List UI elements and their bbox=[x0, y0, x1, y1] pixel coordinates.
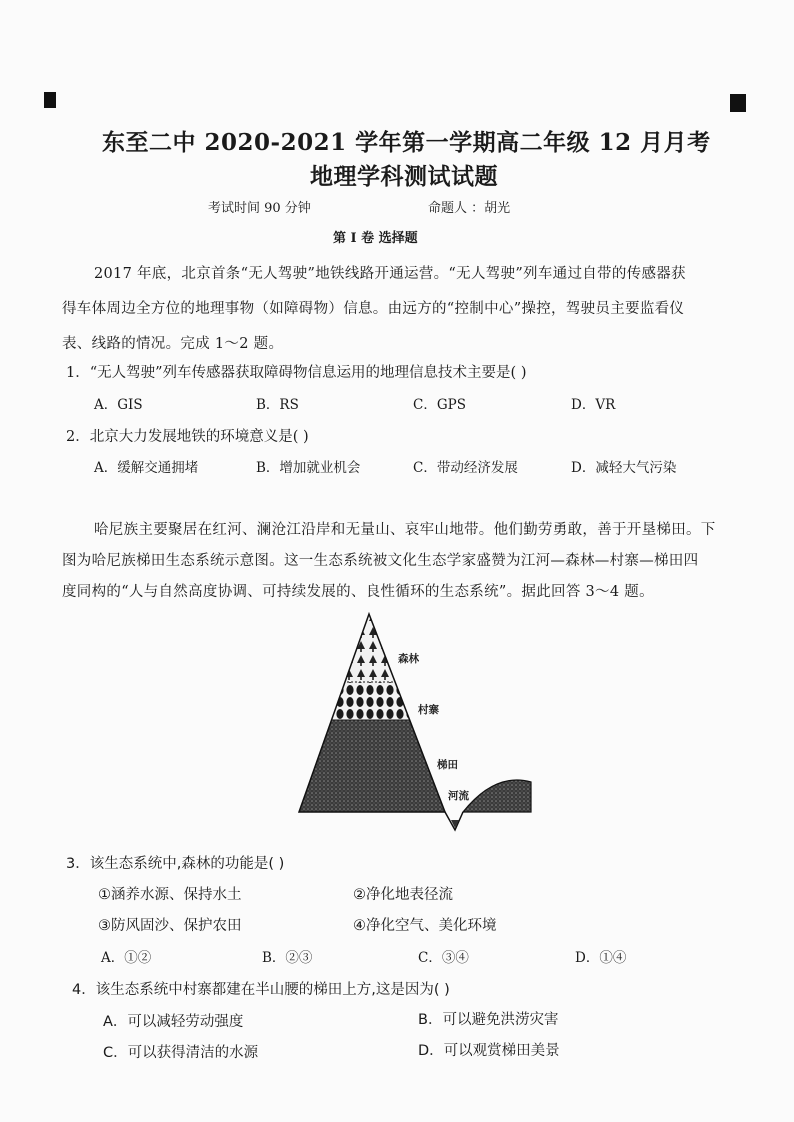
question-2-option-b: B．增加就业机会 bbox=[256, 460, 361, 476]
registration-mark-right bbox=[730, 94, 746, 112]
question-4-stem: 4．该生态系统中村寨都建在半山腰的梯田上方,这是因为( ) bbox=[72, 982, 450, 998]
question-3-option-c: C．③④ bbox=[418, 950, 469, 966]
question-3-item-4: ④净化空气、美化环境 bbox=[353, 918, 497, 934]
exam-time: 考试时间 90 分钟 bbox=[208, 201, 311, 216]
question-2-option-a: A．缓解交通拥堵 bbox=[94, 460, 199, 476]
passage2-line1: 哈尼族主要聚居在红河、澜沧江沿岸和无量山、哀牢山地带。他们勤劳勇敢，善于开垦梯田。下 bbox=[94, 522, 716, 538]
question-1-stem: 1．“无人驾驶”列车传感器获取障碍物信息运用的地理信息技术主要是( ) bbox=[66, 365, 527, 381]
question-3-item-2: ②净化地表径流 bbox=[353, 887, 453, 903]
question-4-option-b: B．可以避免洪涝灾害 bbox=[418, 1012, 559, 1028]
question-3-stem: 3．该生态系统中,森林的功能是( ) bbox=[66, 856, 285, 872]
right-hill bbox=[463, 780, 531, 812]
passage1-line3: 表、线路的情况。完成 1～2 题。 bbox=[62, 336, 284, 352]
figure-label-village: 村寨 bbox=[418, 704, 439, 716]
figure-label-river: 河流 bbox=[448, 790, 469, 802]
question-3-item-3: ③防风固沙、保护农田 bbox=[98, 918, 242, 934]
section-heading: 第 I 卷 选择题 bbox=[333, 231, 418, 246]
question-2-option-c: C．带动经济发展 bbox=[413, 460, 518, 476]
question-1-option-c: C．GPS bbox=[413, 397, 466, 413]
question-1-option-d: D．VR bbox=[571, 397, 616, 413]
registration-mark-left bbox=[44, 92, 56, 108]
question-3-item-1: ①涵养水源、保持水土 bbox=[98, 887, 242, 903]
question-2-option-d: D．减轻大气污染 bbox=[571, 460, 677, 476]
question-4-option-c: C．可以获得清洁的水源 bbox=[103, 1045, 259, 1061]
question-3-option-b: B．②③ bbox=[262, 950, 313, 966]
question-1-option-a: A．GIS bbox=[94, 397, 143, 413]
exam-author: 命题人 ：胡光 bbox=[428, 201, 511, 216]
question-2-stem: 2．北京大力发展地铁的环境意义是( ) bbox=[66, 429, 309, 445]
question-4-option-d: D．可以观赏梯田美景 bbox=[418, 1043, 560, 1059]
question-3-option-d: D．①④ bbox=[575, 950, 627, 966]
passage2-line3: 度同构的“人与自然高度协调、可持续发展的、良性循环的生态系统”。据此回答 3～4 题。 bbox=[62, 584, 654, 600]
passage2-line2: 图为哈尼族梯田生态系统示意图。这一生态系统被文化生态学家盛赞为江河—森林—村寨—梯田四 bbox=[62, 553, 699, 569]
figure-label-forest: 森林 bbox=[398, 653, 419, 665]
passage1-line2: 得车体周边全方位的地理事物（如障碍物）信息。由远方的“控制中心”操控，驾驶员主要监看仪 bbox=[62, 301, 685, 317]
passage1-line1: 2017 年底，北京首条“无人驾驶”地铁线路开通运营。“无人驾驶”列车通过自带的传感器获 bbox=[94, 266, 686, 282]
exam-title: 东至二中 2020-2021 学年第一学期高二年级 12 月月考 bbox=[102, 129, 711, 156]
question-1-option-b: B．RS bbox=[256, 397, 299, 413]
figure-label-terrace: 梯田 bbox=[437, 759, 458, 771]
terrace-ecosystem-diagram bbox=[295, 612, 535, 837]
question-4-option-a: A．可以减轻劳动强度 bbox=[103, 1014, 244, 1030]
question-3-option-a: A．①② bbox=[101, 950, 152, 966]
exam-subtitle: 地理学科测试试题 bbox=[310, 163, 498, 190]
